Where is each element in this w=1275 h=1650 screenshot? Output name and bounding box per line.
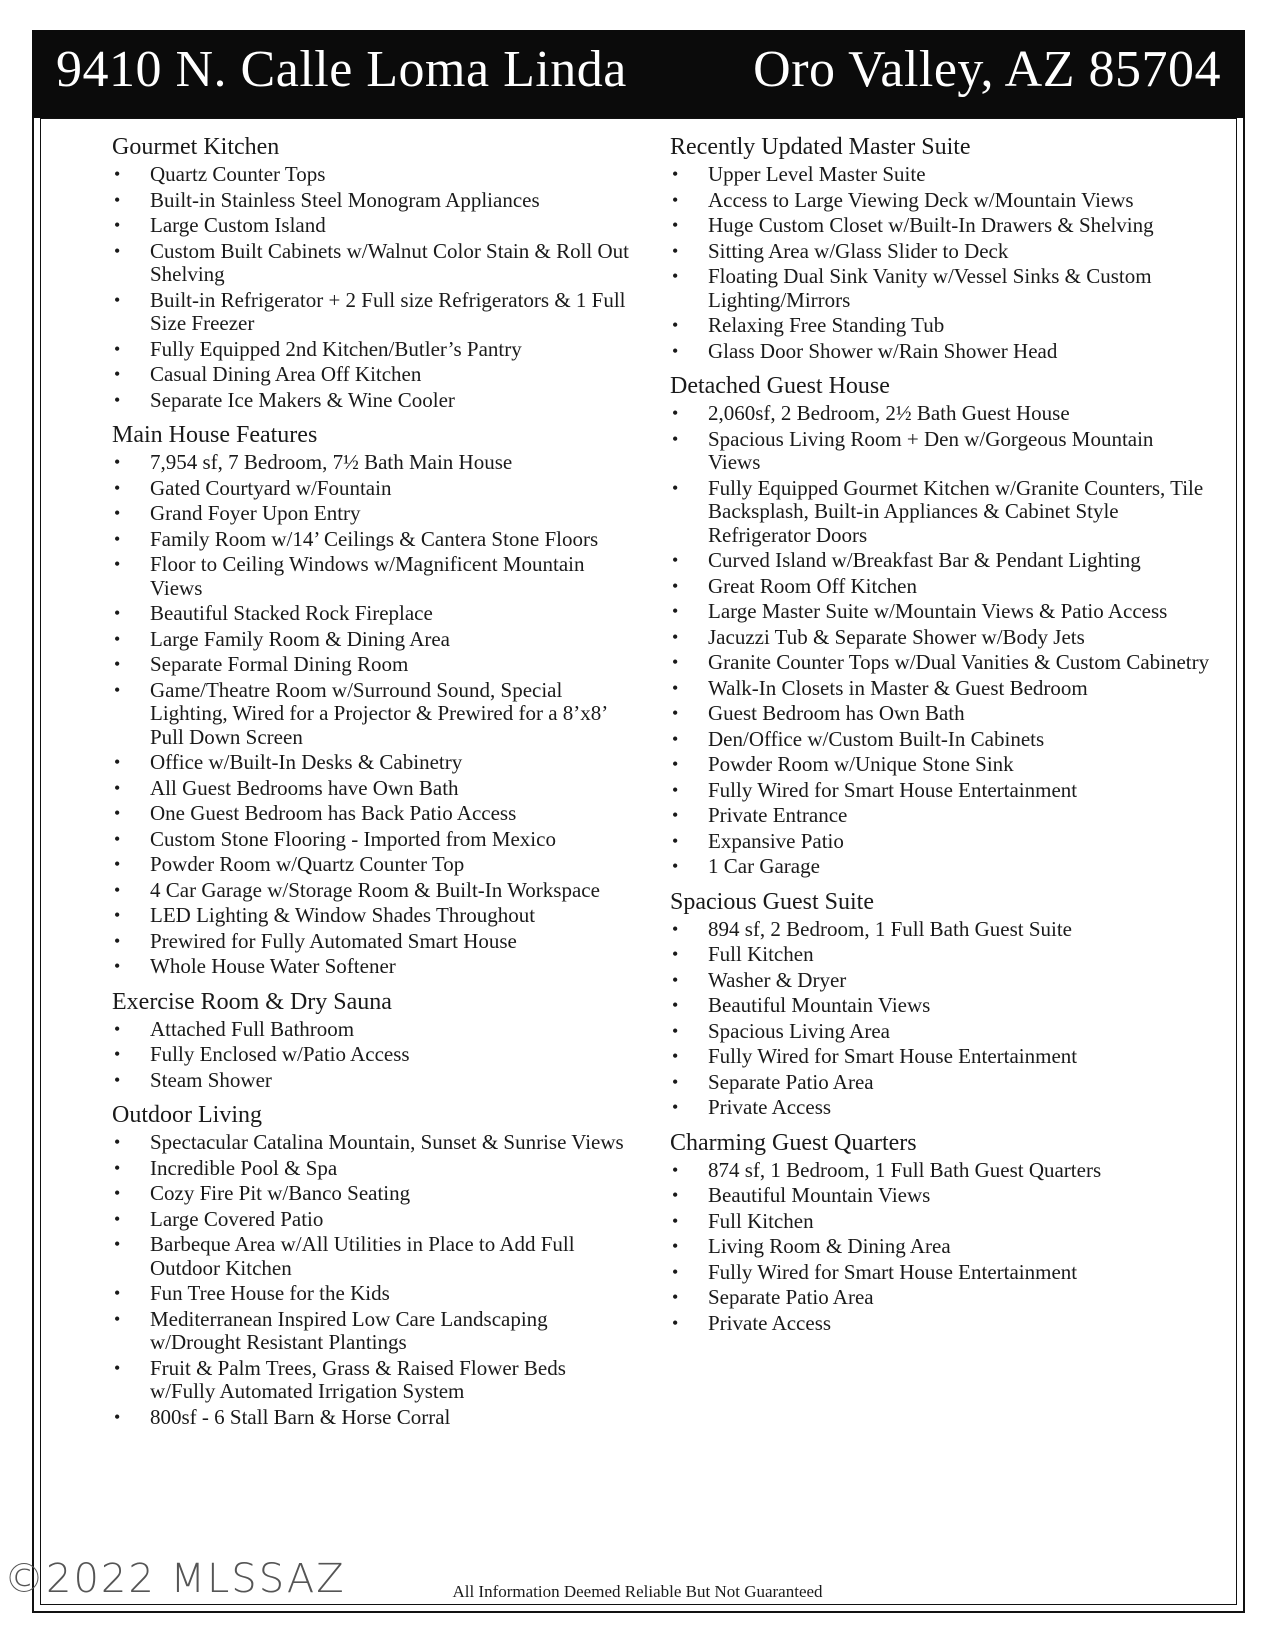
list-item-text: 1 Car Garage bbox=[708, 854, 820, 878]
list-item-text: Floor to Ceiling Windows w/Magnificent Mountain Views bbox=[150, 552, 585, 600]
list-item-text: Large Covered Patio bbox=[150, 1206, 324, 1231]
list-item bbox=[670, 549, 1210, 573]
list-item-text: Glass Door Shower w/Rain Shower Head bbox=[708, 338, 1058, 363]
list-item-text: Gated Courtyard w/Fountain bbox=[150, 475, 392, 500]
list-item bbox=[112, 955, 632, 979]
list-item bbox=[112, 214, 632, 238]
bullet-icon: • bbox=[672, 969, 679, 990]
list-item-text: Jacuzzi Tub & Separate Shower w/Body Jets bbox=[708, 624, 1085, 649]
list-item-text: Cozy Fire Pit w/Banco Seating bbox=[150, 1181, 411, 1205]
section-heading: Detached Guest House bbox=[670, 373, 890, 399]
list-item-text: Washer & Dryer bbox=[708, 967, 847, 992]
section-charming-guest-quarters bbox=[670, 1128, 1210, 1336]
list-item bbox=[670, 1286, 1210, 1310]
list-item-text: 800sf - 6 Stall Barn & Horse Corral bbox=[150, 1404, 451, 1429]
list-item bbox=[112, 289, 632, 336]
list-item bbox=[670, 651, 1210, 675]
list-item bbox=[112, 1308, 632, 1355]
bullet-icon: • bbox=[672, 652, 679, 672]
bullet-icon: • bbox=[114, 679, 121, 700]
list-item-text: Sitting Area w/Glass Slider to Deck bbox=[708, 238, 1009, 263]
list-item-text: Walk-In Closets in Master & Guest Bedroom bbox=[708, 675, 1088, 700]
list-item bbox=[112, 338, 632, 362]
bullet-icon: • bbox=[672, 1287, 679, 1307]
list-item bbox=[112, 777, 632, 801]
section-exercise-room-dry-sauna bbox=[112, 987, 632, 1093]
bullet-icon: • bbox=[672, 728, 679, 749]
list-item-text: Attached Full Bathroom bbox=[150, 1016, 355, 1041]
list-item-text: 7,954 sf, 7 Bedroom, 7½ Bath Main House bbox=[150, 450, 513, 474]
list-item-text: Built-in Refrigerator + 2 Full size Refrigerators & 1 Full Size Freezer bbox=[150, 287, 626, 335]
section-detached-guest-house bbox=[670, 371, 1210, 879]
bullet-icon: • bbox=[114, 215, 121, 235]
section-heading: Outdoor Living bbox=[112, 1102, 262, 1128]
list-item bbox=[670, 600, 1210, 624]
bullet-icon: • bbox=[114, 803, 121, 823]
list-item bbox=[670, 728, 1210, 752]
bullet-icon: • bbox=[672, 626, 679, 647]
bullet-icon: • bbox=[672, 1159, 679, 1180]
list-item-text: Office w/Built-In Desks & Cabinetry bbox=[150, 750, 463, 774]
bullet-icon: • bbox=[672, 703, 679, 723]
list-item-text: Den/Office w/Custom Built-In Cabinets bbox=[708, 726, 1045, 751]
list-item-text: Separate Ice Makers & Wine Cooler bbox=[150, 387, 455, 412]
bullet-icon: • bbox=[672, 1097, 679, 1117]
mls-watermark: ©2022 MLSSAZ bbox=[4, 1556, 346, 1602]
list-item-text: Quartz Counter Tops bbox=[150, 162, 326, 186]
list-item-text: Whole House Water Softener bbox=[150, 954, 396, 978]
list-item bbox=[670, 402, 1210, 426]
list-item-text: Private Entrance bbox=[708, 803, 848, 827]
list-item bbox=[670, 677, 1210, 701]
list-item bbox=[670, 994, 1210, 1018]
list-item bbox=[112, 828, 632, 852]
feature-list bbox=[670, 1159, 1210, 1336]
bullet-icon: • bbox=[672, 1185, 679, 1205]
list-item-text: Spacious Living Area bbox=[708, 1018, 890, 1043]
bullet-icon: • bbox=[114, 603, 121, 623]
list-item bbox=[112, 930, 632, 954]
list-item bbox=[112, 1208, 632, 1232]
bullet-icon: • bbox=[672, 1261, 679, 1282]
list-item bbox=[112, 163, 632, 187]
list-item bbox=[670, 340, 1210, 364]
list-item-text: Curved Island w/Breakfast Bar & Pendant Lighting bbox=[708, 548, 1141, 572]
bullet-icon: • bbox=[114, 752, 121, 772]
bullet-icon: • bbox=[114, 1308, 121, 1329]
list-item-text: Incredible Pool & Spa bbox=[150, 1155, 338, 1180]
list-item bbox=[112, 553, 632, 600]
feature-list bbox=[112, 451, 632, 979]
feature-list bbox=[670, 918, 1210, 1120]
list-item bbox=[670, 575, 1210, 599]
bullet-icon: • bbox=[672, 944, 679, 964]
list-item bbox=[670, 830, 1210, 854]
bullet-icon: • bbox=[114, 628, 121, 649]
list-item-text: All Guest Bedrooms have Own Bath bbox=[150, 775, 459, 800]
list-item bbox=[112, 528, 632, 552]
list-item bbox=[670, 1071, 1210, 1095]
list-item-text: Fruit & Palm Trees, Grass & Raised Flower Beds w/Fully Automated Irrigation System bbox=[150, 1355, 566, 1403]
bullet-icon: • bbox=[672, 1210, 679, 1231]
bullet-icon: • bbox=[672, 428, 679, 449]
list-item bbox=[670, 1261, 1210, 1285]
list-item bbox=[112, 628, 632, 652]
list-item bbox=[112, 1131, 632, 1155]
list-item bbox=[670, 1235, 1210, 1259]
list-item-text: Full Kitchen bbox=[708, 1208, 814, 1233]
list-item-text: Mediterranean Inspired Low Care Landscaping w/Drought Resistant Plantings bbox=[150, 1306, 548, 1354]
bullet-icon: • bbox=[672, 575, 679, 596]
list-item bbox=[670, 1045, 1210, 1069]
list-item bbox=[112, 602, 632, 626]
list-item bbox=[670, 1312, 1210, 1336]
section-spacious-guest-suite bbox=[670, 887, 1210, 1120]
list-item-text: 2,060sf, 2 Bedroom, 2½ Bath Guest House bbox=[708, 401, 1070, 425]
list-item bbox=[112, 1157, 632, 1181]
list-item-text: Steam Shower bbox=[150, 1067, 272, 1092]
list-item-text: Separate Formal Dining Room bbox=[150, 652, 409, 676]
bullet-icon: • bbox=[672, 1071, 679, 1092]
bullet-icon: • bbox=[114, 1406, 121, 1427]
feature-list bbox=[112, 1131, 632, 1429]
list-item-text: Game/Theatre Room w/Surround Sound, Special Lighting, Wired for a Projector & Prewired for a 8’x8’ Pull Down Screen bbox=[150, 677, 607, 749]
list-item bbox=[112, 1233, 632, 1280]
list-item bbox=[670, 702, 1210, 726]
bullet-icon: • bbox=[672, 805, 679, 825]
list-item-text: One Guest Bedroom has Back Patio Access bbox=[150, 801, 517, 825]
bullet-icon: • bbox=[672, 315, 679, 335]
list-item-text: Beautiful Mountain Views bbox=[708, 993, 931, 1017]
bullet-icon: • bbox=[114, 477, 121, 498]
list-item-text: Fully Wired for Smart House Entertainment bbox=[708, 1044, 1078, 1068]
list-item-text: Powder Room w/Quartz Counter Top bbox=[150, 852, 465, 876]
bullet-icon: • bbox=[114, 289, 121, 310]
list-item bbox=[670, 214, 1210, 238]
bullet-icon: • bbox=[114, 905, 121, 925]
bullet-icon: • bbox=[114, 452, 121, 472]
list-item-text: Relaxing Free Standing Tub bbox=[708, 313, 945, 337]
feature-list bbox=[112, 163, 632, 412]
list-item-text: Private Access bbox=[708, 1310, 832, 1335]
list-item bbox=[670, 1096, 1210, 1120]
section-heading: Charming Guest Quarters bbox=[670, 1129, 917, 1156]
list-item bbox=[112, 1018, 632, 1042]
bullet-icon: • bbox=[114, 1208, 121, 1229]
section-main-house-features bbox=[112, 420, 632, 979]
list-item bbox=[112, 1406, 632, 1430]
bullet-icon: • bbox=[114, 879, 121, 900]
list-item-text: LED Lighting & Window Shades Throughout bbox=[150, 903, 536, 927]
property-address: 9410 N. Calle Loma Linda bbox=[56, 41, 627, 98]
list-item bbox=[112, 1182, 632, 1206]
bullet-icon: • bbox=[114, 828, 121, 849]
right-column bbox=[670, 132, 1210, 1343]
list-item-text: Fully Equipped 2nd Kitchen/Butler’s Pantry bbox=[150, 336, 522, 361]
list-item bbox=[112, 679, 632, 750]
list-item bbox=[112, 879, 632, 903]
feature-list bbox=[670, 402, 1210, 879]
list-item bbox=[112, 1043, 632, 1067]
list-item bbox=[670, 969, 1210, 993]
bullet-icon: • bbox=[672, 830, 679, 851]
bullet-icon: • bbox=[672, 240, 679, 261]
bullet-icon: • bbox=[114, 164, 121, 184]
bullet-icon: • bbox=[672, 779, 679, 800]
list-item bbox=[112, 853, 632, 877]
list-item-text: Casual Dining Area Off Kitchen bbox=[150, 362, 422, 386]
bullet-icon: • bbox=[114, 777, 121, 798]
list-item-text: Huge Custom Closet w/Built-In Drawers & Shelving bbox=[708, 213, 1154, 237]
list-item-text: Full Kitchen bbox=[708, 942, 814, 966]
bullet-icon: • bbox=[672, 1236, 679, 1256]
list-item-text: Fully Enclosed w/Patio Access bbox=[150, 1042, 410, 1066]
bullet-icon: • bbox=[672, 266, 679, 286]
list-item-text: Separate Patio Area bbox=[708, 1285, 874, 1309]
section-heading: Exercise Room & Dry Sauna bbox=[112, 988, 392, 1015]
list-item bbox=[670, 779, 1210, 803]
list-item bbox=[112, 1357, 632, 1404]
list-item bbox=[112, 240, 632, 287]
list-item-text: Beautiful Stacked Rock Fireplace bbox=[150, 601, 433, 625]
list-item bbox=[670, 1159, 1210, 1183]
list-item-text: Fully Wired for Smart House Entertainment bbox=[708, 1259, 1078, 1284]
list-item bbox=[112, 389, 632, 413]
list-item-text: Powder Room w/Unique Stone Sink bbox=[708, 752, 1014, 776]
bullet-icon: • bbox=[672, 601, 679, 621]
list-item-text: Spacious Living Room + Den w/Gorgeous Mountain Views bbox=[708, 426, 1154, 474]
list-item bbox=[670, 265, 1210, 312]
list-item-text: Guest Bedroom has Own Bath bbox=[708, 701, 965, 725]
list-item bbox=[670, 163, 1210, 187]
bullet-icon: • bbox=[114, 389, 121, 410]
bullet-icon: • bbox=[114, 364, 121, 384]
section-heading: Gourmet Kitchen bbox=[112, 134, 280, 160]
bullet-icon: • bbox=[672, 1020, 679, 1041]
list-item bbox=[670, 428, 1210, 475]
list-item-text: Custom Stone Flooring - Imported from Mexico bbox=[150, 826, 556, 851]
list-item bbox=[670, 753, 1210, 777]
bullet-icon: • bbox=[672, 403, 679, 423]
bullet-icon: • bbox=[114, 1357, 121, 1378]
list-item-text: Grand Foyer Upon Entry bbox=[150, 501, 361, 525]
list-item-text: Living Room & Dining Area bbox=[708, 1234, 951, 1258]
list-item bbox=[112, 363, 632, 387]
list-item bbox=[670, 918, 1210, 942]
bullet-icon: • bbox=[114, 956, 121, 976]
list-item bbox=[670, 477, 1210, 548]
list-item bbox=[670, 943, 1210, 967]
header-banner bbox=[32, 30, 1245, 118]
section-outdoor-living bbox=[112, 1100, 632, 1429]
list-item bbox=[670, 314, 1210, 338]
bullet-icon: • bbox=[672, 1046, 679, 1066]
bullet-icon: • bbox=[114, 240, 121, 261]
bullet-icon: • bbox=[672, 164, 679, 184]
bullet-icon: • bbox=[114, 338, 121, 359]
list-item bbox=[670, 1184, 1210, 1208]
property-city: Oro Valley, AZ 85704 bbox=[753, 41, 1221, 98]
list-item-text: Expansive Patio bbox=[708, 828, 844, 853]
list-item bbox=[112, 451, 632, 475]
bullet-icon: • bbox=[114, 1044, 121, 1064]
list-item-text: Large Family Room & Dining Area bbox=[150, 626, 450, 651]
list-item-text: Fully Wired for Smart House Entertainment bbox=[708, 777, 1078, 802]
bullet-icon: • bbox=[114, 1157, 121, 1178]
bullet-icon: • bbox=[672, 677, 679, 698]
list-item-text: Floating Dual Sink Vanity w/Vessel Sinks & Custom Lighting/Mirrors bbox=[708, 264, 1152, 312]
bullet-icon: • bbox=[114, 1132, 121, 1152]
bullet-icon: • bbox=[672, 189, 679, 210]
section-gourmet-kitchen bbox=[112, 132, 632, 412]
section-heading: Recently Updated Master Suite bbox=[670, 134, 971, 160]
section-heading: Main House Features bbox=[112, 422, 318, 448]
list-item-text: Custom Built Cabinets w/Walnut Color Stain & Roll Out Shelving bbox=[150, 238, 629, 286]
list-item bbox=[112, 502, 632, 526]
bullet-icon: • bbox=[672, 754, 679, 774]
list-item bbox=[112, 1282, 632, 1306]
bullet-icon: • bbox=[672, 550, 679, 570]
bullet-icon: • bbox=[114, 503, 121, 523]
list-item bbox=[112, 653, 632, 677]
list-item-text: Family Room w/14’ Ceilings & Cantera Stone Floors bbox=[150, 526, 599, 551]
list-item-text: 874 sf, 1 Bedroom, 1 Full Bath Guest Quarters bbox=[708, 1157, 1102, 1182]
disclaimer: All Information Deemed Reliable But Not Guaranteed bbox=[452, 1582, 823, 1601]
bullet-icon: • bbox=[114, 1234, 121, 1254]
bullet-icon: • bbox=[114, 1183, 121, 1203]
list-item-text: 894 sf, 2 Bedroom, 1 Full Bath Guest Suite bbox=[708, 916, 1072, 941]
bullet-icon: • bbox=[672, 215, 679, 235]
bullet-icon: • bbox=[114, 1069, 121, 1090]
section-heading: Spacious Guest Suite bbox=[670, 888, 874, 915]
bullet-icon: • bbox=[114, 528, 121, 549]
list-item-text: Fun Tree House for the Kids bbox=[150, 1281, 390, 1305]
list-item-text: Access to Large Viewing Deck w/Mountain Views bbox=[708, 187, 1134, 212]
bullet-icon: • bbox=[672, 856, 679, 876]
list-item-text: Upper Level Master Suite bbox=[708, 162, 926, 186]
bullet-icon: • bbox=[672, 1312, 679, 1333]
feature-list bbox=[112, 1018, 632, 1093]
list-item-text: Large Master Suite w/Mountain Views & Patio Access bbox=[708, 599, 1168, 623]
left-column bbox=[112, 132, 632, 1437]
list-item bbox=[670, 626, 1210, 650]
list-item-text: Granite Counter Tops w/Dual Vanities & Custom Cabinetry bbox=[708, 650, 1210, 674]
list-item bbox=[112, 802, 632, 826]
bullet-icon: • bbox=[114, 554, 121, 574]
list-item bbox=[112, 1069, 632, 1093]
list-item bbox=[112, 189, 632, 213]
list-item-text: Large Custom Island bbox=[150, 213, 326, 237]
list-item-text: Prewired for Fully Automated Smart House bbox=[150, 928, 517, 953]
list-item-text: Fully Equipped Gourmet Kitchen w/Granite Counters, Tile Backsplash, Built-in Appliances & Cabinet Style Refrigerator Doors bbox=[708, 475, 1204, 547]
section-recently-updated-master-suite bbox=[670, 132, 1210, 363]
bullet-icon: • bbox=[114, 189, 121, 210]
list-item-text: Built-in Stainless Steel Monogram Appliances bbox=[150, 187, 540, 212]
list-item-text: Great Room Off Kitchen bbox=[708, 573, 917, 598]
list-item bbox=[670, 855, 1210, 879]
list-item-text: Separate Patio Area bbox=[708, 1069, 874, 1094]
list-item-text: 4 Car Garage w/Storage Room & Built-In Workspace bbox=[150, 877, 600, 902]
bullet-icon: • bbox=[672, 477, 679, 498]
feature-list bbox=[670, 163, 1210, 363]
list-item bbox=[670, 189, 1210, 213]
list-item bbox=[112, 477, 632, 501]
bullet-icon: • bbox=[672, 918, 679, 939]
bullet-icon: • bbox=[672, 340, 679, 361]
list-item-text: Spectacular Catalina Mountain, Sunset & Sunrise Views bbox=[150, 1130, 624, 1154]
list-item bbox=[670, 240, 1210, 264]
list-item-text: Private Access bbox=[708, 1095, 832, 1119]
list-item-text: Barbeque Area w/All Utilities in Place to Add Full Outdoor Kitchen bbox=[150, 1232, 575, 1280]
list-item bbox=[112, 904, 632, 928]
bullet-icon: • bbox=[114, 854, 121, 874]
bullet-icon: • bbox=[672, 995, 679, 1015]
list-item bbox=[112, 751, 632, 775]
bullet-icon: • bbox=[114, 1018, 121, 1039]
list-item bbox=[670, 804, 1210, 828]
bullet-icon: • bbox=[114, 930, 121, 951]
list-item-text: Beautiful Mountain Views bbox=[708, 1183, 931, 1207]
bullet-icon: • bbox=[114, 654, 121, 674]
bullet-icon: • bbox=[114, 1283, 121, 1303]
list-item bbox=[670, 1210, 1210, 1234]
list-item bbox=[670, 1020, 1210, 1044]
